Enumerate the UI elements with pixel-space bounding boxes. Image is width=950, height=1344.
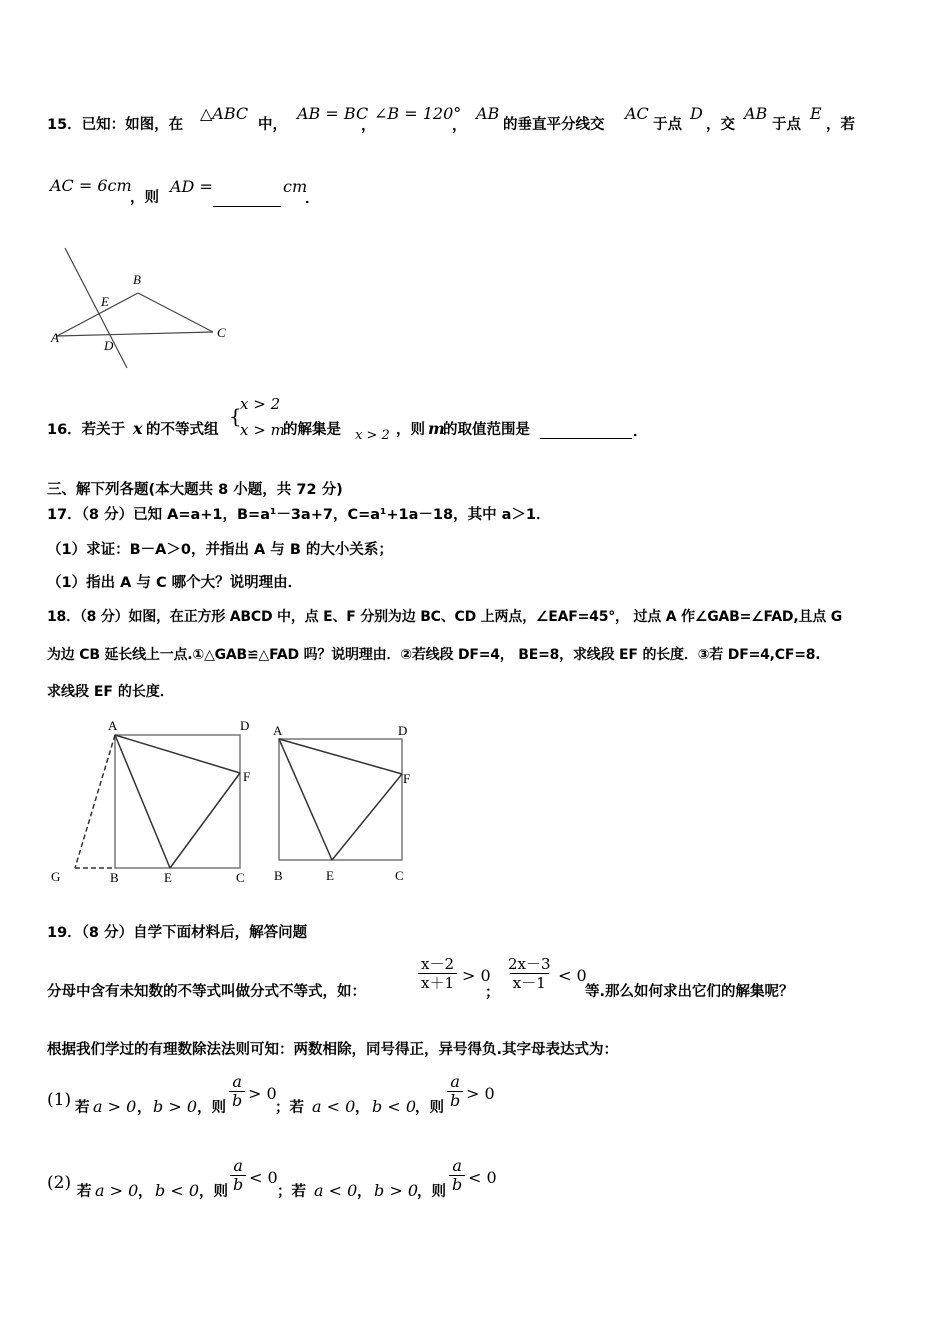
q19-r2-frac2 — [449, 1157, 465, 1194]
q18-fig1-ag — [75, 735, 115, 868]
q19-r1-frac2-den: b — [447, 1091, 463, 1110]
q19-r2-ze: ，则 — [199, 1184, 228, 1200]
q15-num: 15．已知：如图，在 — [47, 117, 184, 133]
q15-ac: AC — [625, 104, 649, 123]
q16-end: ． — [633, 424, 648, 440]
q19-sep: ； — [485, 985, 500, 1001]
q19-r1-res2: > 0 — [466, 1084, 495, 1103]
q19-r1-c3: a < 0 — [312, 1097, 356, 1116]
q19-r2-comma2: ， — [357, 1184, 372, 1200]
q15-ac-eq: AC = 6cm — [50, 176, 132, 195]
q18-fig1-label-f: F — [243, 769, 251, 784]
q19-r2-c4: b > 0 — [374, 1181, 418, 1200]
q16-sol: x > 2 — [355, 428, 390, 443]
q19-r1-frac1 — [229, 1073, 245, 1110]
q19-r2-frac2-den: b — [449, 1175, 465, 1194]
q15-label-b: B — [133, 272, 141, 287]
q18-fig1-square — [115, 735, 240, 868]
q15-comma1: ， — [361, 118, 376, 134]
q15-ab: AB — [476, 104, 500, 123]
q15-yudian2: 于点 — [772, 117, 801, 133]
q19-r1-frac1-num: a — [232, 1072, 242, 1091]
q15-zhong: 中， — [258, 117, 287, 133]
q19-r2-label: (2) — [47, 1173, 72, 1193]
q15-label-c: C — [217, 325, 226, 340]
q19-frac1 — [418, 955, 457, 992]
section3-heading: 三、解下列各题(本大题共 8 小题，共 72 分) — [47, 482, 343, 498]
q19-r1-ze2: ，则 — [415, 1100, 444, 1116]
q19-r1-frac2 — [447, 1073, 463, 1110]
q19-r1-frac1-den: b — [229, 1091, 245, 1110]
q18-fig2-label-e: E — [326, 868, 334, 883]
q15-period: ． — [305, 191, 320, 207]
q15-perp: 的垂直平分线交 — [503, 117, 605, 133]
q15-ruo: ，若 — [826, 117, 855, 133]
q15-answer-blank — [213, 192, 281, 211]
q15-seg-ac — [57, 332, 213, 336]
q15-unit: cm — [283, 177, 308, 196]
q19-line2b: 等.那么如何求出它们的解集呢？ — [585, 984, 794, 1000]
q18-fig2-label-c: C — [395, 868, 404, 883]
q16-text5: 的取值范围是 — [443, 422, 530, 438]
q16-brace: { — [229, 404, 242, 428]
q19-r2-semi: ；若 — [277, 1184, 306, 1200]
q18-fig2-label-d: D — [398, 723, 408, 738]
q19-frac1-rel: > 0 — [462, 966, 491, 985]
q19-r1-comma2: ， — [355, 1100, 370, 1116]
q19-r1-label: (1) — [47, 1090, 72, 1110]
q19-r1-comma: ， — [137, 1100, 152, 1116]
q19-frac1-num: x－2 — [421, 955, 455, 973]
q18-fig1-label-g: G — [51, 869, 61, 884]
q18-fig1-ef — [170, 773, 240, 868]
q15-figure — [45, 240, 255, 370]
q15-ze: ，则 — [130, 190, 159, 206]
q15-jiao: ，交 — [706, 117, 735, 133]
q19-line2a: 分母中含有未知数的不等式叫做分式不等式，如： — [47, 984, 366, 1000]
q16-text2: 的不等式组 — [146, 422, 219, 438]
q19-r1-c4: b < 0 — [372, 1097, 416, 1116]
q19-r2-frac1 — [230, 1157, 246, 1194]
q18-fig1-label-c: C — [236, 870, 245, 885]
q18-line3: 求线段 EF 的长度． — [47, 684, 174, 700]
q15-ab2: AB — [744, 104, 768, 123]
q19-r1-ruo: 若 — [75, 1100, 90, 1116]
q19-r1-res1: > 0 — [248, 1084, 277, 1103]
q18-figure-1 — [45, 715, 260, 890]
q18-fig2-ae — [279, 739, 332, 860]
q18-fig1-label-a: A — [108, 718, 118, 733]
q17-line3: （1）指出 A 与 C 哪个大？说明理由． — [47, 575, 303, 591]
q19-frac1-den: x＋1 — [418, 973, 457, 992]
q16-x: x — [133, 419, 143, 438]
q16-sys1: x > 2 — [240, 395, 281, 413]
q18-fig1-label-d: D — [240, 718, 250, 733]
q16-m: m — [428, 419, 445, 438]
q15-seg-ab — [57, 293, 138, 336]
q19-r2-c2: b < 0 — [155, 1181, 199, 1200]
q15-cond2: ∠B = 120° — [374, 104, 462, 123]
q19-line3: 根据我们学过的有理数除法法则可知：两数相除，同号得正，异号得负.其字母表达式为： — [47, 1042, 619, 1058]
q17-line1: 17．（8 分）已知 A=a+1，B=a¹－3a+7，C=a¹+1a－18，其中 a＞1． — [47, 507, 551, 523]
q16-text3: 的解集是 — [283, 422, 341, 438]
q18-fig2-af — [279, 739, 402, 774]
q15-triangle: △ABC — [200, 104, 249, 123]
q19-r1-c1: a > 0 — [93, 1097, 137, 1116]
q18-line1: 18．（8 分）如图，在正方形 ABCD 中，点 E、F 分别为边 BC、CD 上两点，∠EAF=45°， 过点 A 作∠GAB=∠FAD,且点 G — [47, 609, 843, 625]
q19-r1-ze: ，则 — [197, 1100, 226, 1116]
q19-r2-c3: a < 0 — [314, 1181, 358, 1200]
q18-fig1-af — [115, 735, 240, 773]
q19-r2-res2: < 0 — [468, 1168, 497, 1187]
q18-fig1-label-b: B — [110, 870, 119, 885]
q18-fig2-label-f: F — [403, 771, 411, 786]
q19-r2-ze2: ，则 — [417, 1184, 446, 1200]
q18-fig1-ae — [115, 735, 170, 868]
q19-r2-ruo: 若 — [77, 1184, 92, 1200]
q19-r2-comma: ， — [138, 1184, 153, 1200]
q19-frac2-rel: < 0 — [558, 966, 587, 985]
q15-seg-bc — [138, 293, 213, 332]
q18-fig2-ef — [332, 774, 402, 860]
q18-line2: 为边 CB 延长线上一点.①△GAB≌△FAD 吗？说明理由．②若线段 DF=4， BE=8，求线段 EF 的长度．③若 DF=4,CF=8. — [47, 647, 821, 663]
q19-r2-c1: a > 0 — [95, 1181, 139, 1200]
q16-text1: 16．若关于 — [47, 422, 126, 438]
q16-text4: ，则 — [396, 422, 425, 438]
q15-label-e: E — [101, 294, 109, 309]
q15-yudian1: 于点 — [653, 117, 682, 133]
q15-e: E — [810, 104, 822, 123]
q17-line2: （1）求证：B－A＞0，并指出 A 与 B 的大小关系； — [47, 542, 393, 558]
q15-label-d: D — [104, 338, 114, 353]
q18-fig2-label-a: A — [273, 723, 283, 738]
q15-cond1: AB = BC — [297, 104, 369, 123]
q19-r2-res1: < 0 — [249, 1168, 278, 1187]
q19-frac2 — [505, 955, 554, 992]
q15-ad: AD = — [170, 177, 213, 196]
q19-line1: 19．（8 分）自学下面材料后，解答问题 — [47, 925, 308, 941]
q16-answer-blank — [540, 424, 632, 443]
q19-r1-frac2-num: a — [450, 1072, 460, 1091]
q15-d: D — [690, 104, 703, 123]
q18-figure-2 — [270, 720, 420, 890]
q16-sys2: x > m — [240, 421, 285, 439]
q19-r1-semi: ；若 — [275, 1100, 304, 1116]
q19-r2-frac2-num: a — [452, 1156, 462, 1175]
q15-perp-line — [65, 248, 127, 368]
q19-frac2-den: x－1 — [510, 973, 549, 992]
q19-r2-frac1-den: b — [230, 1175, 246, 1194]
q19-r1-c2: b > 0 — [153, 1097, 197, 1116]
q19-r2-frac1-num: a — [233, 1156, 243, 1175]
q19-frac2-num: 2x－3 — [508, 955, 551, 973]
q18-fig2-label-b: B — [274, 868, 283, 883]
q15-comma2: ， — [452, 118, 467, 134]
q18-fig1-label-e: E — [164, 870, 172, 885]
q15-label-a: A — [51, 330, 59, 345]
q15-line1 — [47, 115, 183, 135]
